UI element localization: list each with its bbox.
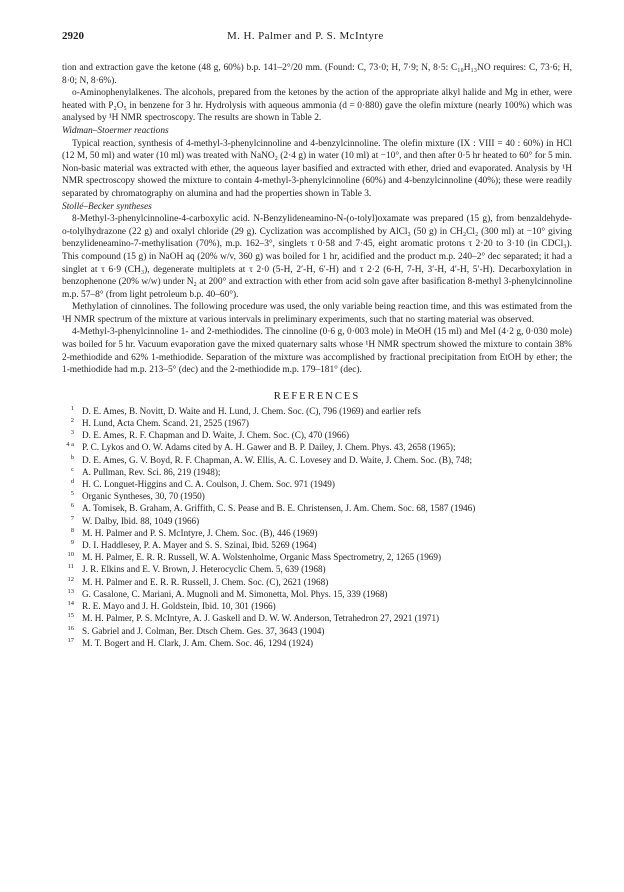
reference-text: H. Lund, Acta Chem. Scand. 21, 2525 (1967) — [82, 418, 249, 429]
running-title: M. H. Palmer and P. S. McIntyre — [227, 30, 384, 42]
reference-text: M. T. Bogert and H. Clark, J. Am. Chem. Soc. 46, 1294 (1924) — [82, 637, 314, 648]
reference-text: R. E. Mayo and J. H. Goldstein, Ibid. 10, 301 (1966) — [82, 601, 276, 612]
reference-item — [62, 405, 572, 417]
reference-text: Organic Syntheses, 30, 70 (1950) — [82, 491, 205, 502]
reference-list — [62, 405, 572, 649]
reference-item — [62, 612, 572, 624]
reference-number: 11 — [67, 563, 74, 571]
reference-text: M. H. Palmer, E. R. R. Russell, W. A. Wolstenholme, Organic Mass Spectrometry, 2, 1265 (1969) — [82, 552, 442, 563]
reference-number: 4 a — [66, 441, 74, 449]
reference-number: 15 — [67, 612, 74, 620]
reference-item — [62, 429, 572, 441]
reference-item — [62, 478, 572, 490]
reference-item — [62, 551, 572, 563]
reference-number: 9 — [70, 539, 74, 547]
reference-number: d — [70, 478, 74, 486]
reference-number: 1 — [70, 404, 74, 412]
reference-number: b — [70, 453, 74, 461]
reference-text: H. C. Longuet-Higgins and C. A. Coulson, J. Chem. Soc. 971 (1949) — [82, 479, 335, 490]
reference-item — [62, 417, 572, 429]
paragraph: 4-Methyl-3-phenylcinnoline 1- and 2-methiodides. The cinnoline (0·6 g, 0·003 mole) in MeOH (15 ml) and MeI (4·2 g, 0·030 mole) was boiled for 5 hr. Vacuum evaporation gave the mixed quaternary salts whose ¹H NMR spectrum showed the mixture to contain 38% 2-methiodide and 62% 1-methiodide. Separation of the mixture was accomplished by fractional precipitation from EtOH by ether; the 1-methiodide had m.p. 213–5° (dec) and the 2-methiodide m.p. 179–181° (dec). — [62, 327, 572, 376]
page-number: 2920 — [62, 30, 84, 42]
reference-text: D. E. Ames, G. V. Boyd, R. F. Chapman, A. W. Ellis, A. C. Lovesey and D. Waite, J. Chem. Soc. (B), 748; — [82, 454, 473, 465]
reference-number: 6 — [70, 502, 74, 510]
reference-item — [62, 539, 572, 551]
reference-number: 17 — [67, 636, 74, 644]
references-title: REFERENCES — [273, 390, 361, 402]
page-header — [62, 30, 572, 46]
reference-number: 12 — [67, 575, 74, 583]
reference-text: W. Dalby, Ibid. 88, 1049 (1966) — [82, 515, 200, 526]
reference-item — [62, 527, 572, 539]
reference-number: 7 — [70, 514, 74, 522]
paragraph: Methylation of cinnolines. The following procedure was used, the only variable being reaction time, and this was estimated from the ¹H NMR spectrum of the mixture at various intervals in preliminary experiments, such that no starting material was observed. — [62, 302, 572, 325]
reference-item — [62, 466, 572, 478]
reference-item — [62, 637, 572, 649]
paragraph: o-Aminophenylalkenes. The alcohols, prepared from the ketones by the action of the appropriate alkyl halide and Mg in ether, were heated with P₂O₅ in benzene for 3 hr. Hydrolysis with aqueous ammonia (d = 0·880) gave the olefin mixture (nearly 100%) which was analysed by ¹H NMR spectroscopy. The results are shown in Table 2. — [62, 88, 572, 124]
journal-page — [62, 30, 572, 649]
reference-item — [62, 454, 572, 466]
reference-item — [62, 515, 572, 527]
reference-item — [62, 625, 572, 637]
reference-number: 10 — [67, 551, 74, 559]
reference-item — [62, 588, 572, 600]
reference-number: 13 — [67, 587, 74, 595]
reference-number: 16 — [67, 624, 74, 632]
reference-text: G. Casalone, C. Mariani, A. Mugnoli and M. Simonetta, Mol. Phys. 15, 339 (1968) — [82, 588, 388, 599]
reference-text: P. C. Lykos and O. W. Adams cited by A. H. Gawer and B. P. Dailey, J. Chem. Phys. 43, 2658 (1965); — [82, 442, 456, 453]
reference-number: c — [71, 465, 74, 473]
reference-text: D. E. Ames, R. F. Chapman and D. Waite, J. Chem. Soc. (C), 470 (1966) — [82, 430, 350, 441]
reference-text: J. R. Elkins and E. V. Brown, J. Heterocyclic Chem. 5, 639 (1968) — [82, 564, 326, 575]
reference-text: S. Gabriel and J. Colman, Ber. Dtsch Chem. Ges. 37, 3643 (1904) — [82, 625, 325, 636]
section-heading: Stollé–Becker syntheses — [62, 201, 152, 212]
reference-text: D. E. Ames, B. Novitt, D. Waite and H. Lund, J. Chem. Soc. (C), 796 (1969) and earlier refs — [82, 405, 421, 416]
reference-item — [62, 502, 572, 514]
paragraph: tion and extraction gave the ketone (48 g, 60%) b.p. 141–2°/20 mm. (Found: C, 73·0; H, 7·9; N, 8·5: C₁₀H₁₃NO requires: C, 73·6; H, 8·0; N, 8·6%). — [62, 63, 572, 86]
reference-number: 2 — [70, 417, 74, 425]
reference-item — [62, 576, 572, 588]
reference-number: 14 — [67, 600, 74, 608]
reference-text: M. H. Palmer, P. S. McIntyre, A. J. Gaskell and D. W. W. Anderson, Tetrahedron 27, 2921 (1971) — [82, 613, 440, 624]
paragraph: 8-Methyl-3-phenylcinnoline-4-carboxylic acid. N-Benzylideneamino-N-(o-tolyl)oxamate was prepared (15 g), from benzaldehyde-o-tolylhydrazone (22 g) and oxalyl chloride (29 g). Cyclization was accomplished by AlCl₃ (50 g) in CH₂Cl₂ (300 ml) at −10° giving benzylideneamino-7-methylisation (70%), m.p. 162–3°, singlets τ 0·58 and 7·45, eight aromatic protons τ 2·20 to 3·10 (in CDCl₃). This compound (15 g) in NaOH aq (20% w/v, 360 g) was boiled for 1 hr, acidified and the product m.p. 240–2° dec separated; it had a singlet at τ 6·9 (CH₃), degenerate multiplets at τ 2·0 (5-H, 2′-H, 6′-H) and τ 2·2 (6-H, 7-H, 3′-H, 4′-H, 5′-H). Decarboxylation in benzophenone (20% w/w) under N₂ at 200° and extraction with ether from acid soln gave after basification 8-methyl 3-phenylcinnoline m.p. 57–8° (from light petroleum b.p. 40–60°). — [62, 214, 572, 300]
paragraph: Typical reaction, synthesis of 4-methyl-3-phenylcinnoline and 4-benzylcinnoline. The olefin mixture (IX : VIII = 40 : 60%) in HCl (12 M, 50 ml) and water (10 ml) was treated with NaNO₂ (2·4 g) in water (10 ml) at −10°, and then after 0·5 hr heated to 60° for 5 min. Non-basic material was extracted with ether, the aqueous layer basified and extracted with ether, dried and evaporated. Analysis by ¹H NMR spectroscopy showed the mixture to contain 4-methyl-3-phenylcinnoline (60%) and 4-benzylcinnoline (40%); these were readily separated by chromatography on alumina and had the properties shown in Table 3. — [62, 138, 572, 199]
reference-item — [62, 441, 572, 453]
reference-item — [62, 563, 572, 575]
reference-text: A. Pullman, Rev. Sci. 86, 219 (1948); — [82, 466, 221, 477]
reference-text: M. H. Palmer and P. S. McIntyre, J. Chem. Soc. (B), 446 (1969) — [82, 527, 318, 538]
reference-item — [62, 490, 572, 502]
reference-item — [62, 600, 572, 612]
reference-number: 3 — [70, 429, 74, 437]
reference-number: 8 — [70, 526, 74, 534]
reference-text: A. Tomisek, B. Graham, A. Griffith, C. S. Pease and B. E. Christensen, J. Am. Chem. Soc. 68, 1587 (1946) — [82, 503, 476, 514]
reference-text: D. I. Haddlesey, P. A. Mayer and S. S. Szinai, Ibid. 5269 (1964) — [82, 540, 317, 551]
reference-text: M. H. Palmer and E. R. R. Russell, J. Chem. Soc. (C), 2621 (1968) — [82, 576, 329, 587]
article-body — [62, 62, 572, 377]
reference-number: 5 — [70, 490, 74, 498]
section-heading: Widman–Stoermer reactions — [62, 125, 169, 136]
